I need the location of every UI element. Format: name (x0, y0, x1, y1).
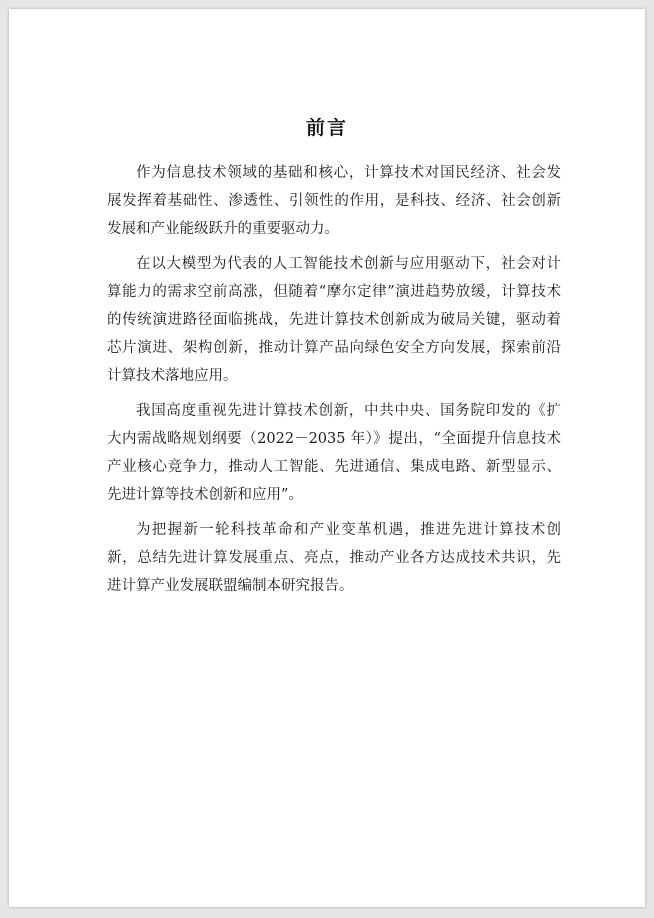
text-line: 我国高度重视先进计算技术创新，中共中央、国务院印发的《扩 (136, 403, 561, 419)
text-line: 的传统演进路径面临挑战，先进计算技术创新成为破局关键，驱动着 (107, 312, 561, 328)
paragraph (107, 250, 561, 390)
text-line: 进计算产业发展联盟编制本研究报告。 (107, 578, 354, 594)
text-line: 芯片演进、架构创新，推动计算产品向绿色安全方向发展，探索前沿 (107, 340, 561, 356)
text-line: 新，总结先进计算发展重点、亮点，推动产业各方达成技术共识，先 (107, 550, 561, 566)
page-title: 前言 (305, 117, 348, 139)
paragraph (107, 516, 561, 600)
text-line: 大内需战略规划纲要（2022－2035 年）》提出，“全面提升信息技术 (107, 431, 561, 447)
text-line: 先进计算等技术创新和应用”。 (107, 487, 303, 503)
text-line: 展发挥着基础性、渗透性、引领性的作用，是科技、经济、社会创新 (107, 193, 561, 209)
text-line: 发展和产业能级跃升的重要驱动力。 (107, 221, 339, 237)
paragraph (107, 159, 561, 243)
text-line: 在以大模型为代表的人工智能技术创新与应用驱动下，社会对计 (136, 256, 561, 272)
paragraph (107, 397, 561, 509)
text-line: 作为信息技术领域的基础和核心，计算技术对国民经济、社会发 (136, 165, 561, 181)
document-page (9, 9, 645, 907)
text-line: 产业核心竞争力，推动人工智能、先进通信、集成电路、新型显示、 (107, 459, 561, 475)
text-line: 算能力的需求空前高涨，但随着“摩尔定律”演进趋势放缓，计算技术 (107, 284, 561, 300)
text-line: 计算技术落地应用。 (107, 368, 238, 384)
document-body (107, 159, 561, 607)
text-line: 为把握新一轮科技革命和产业变革机遇，推进先进计算技术创 (136, 522, 561, 538)
